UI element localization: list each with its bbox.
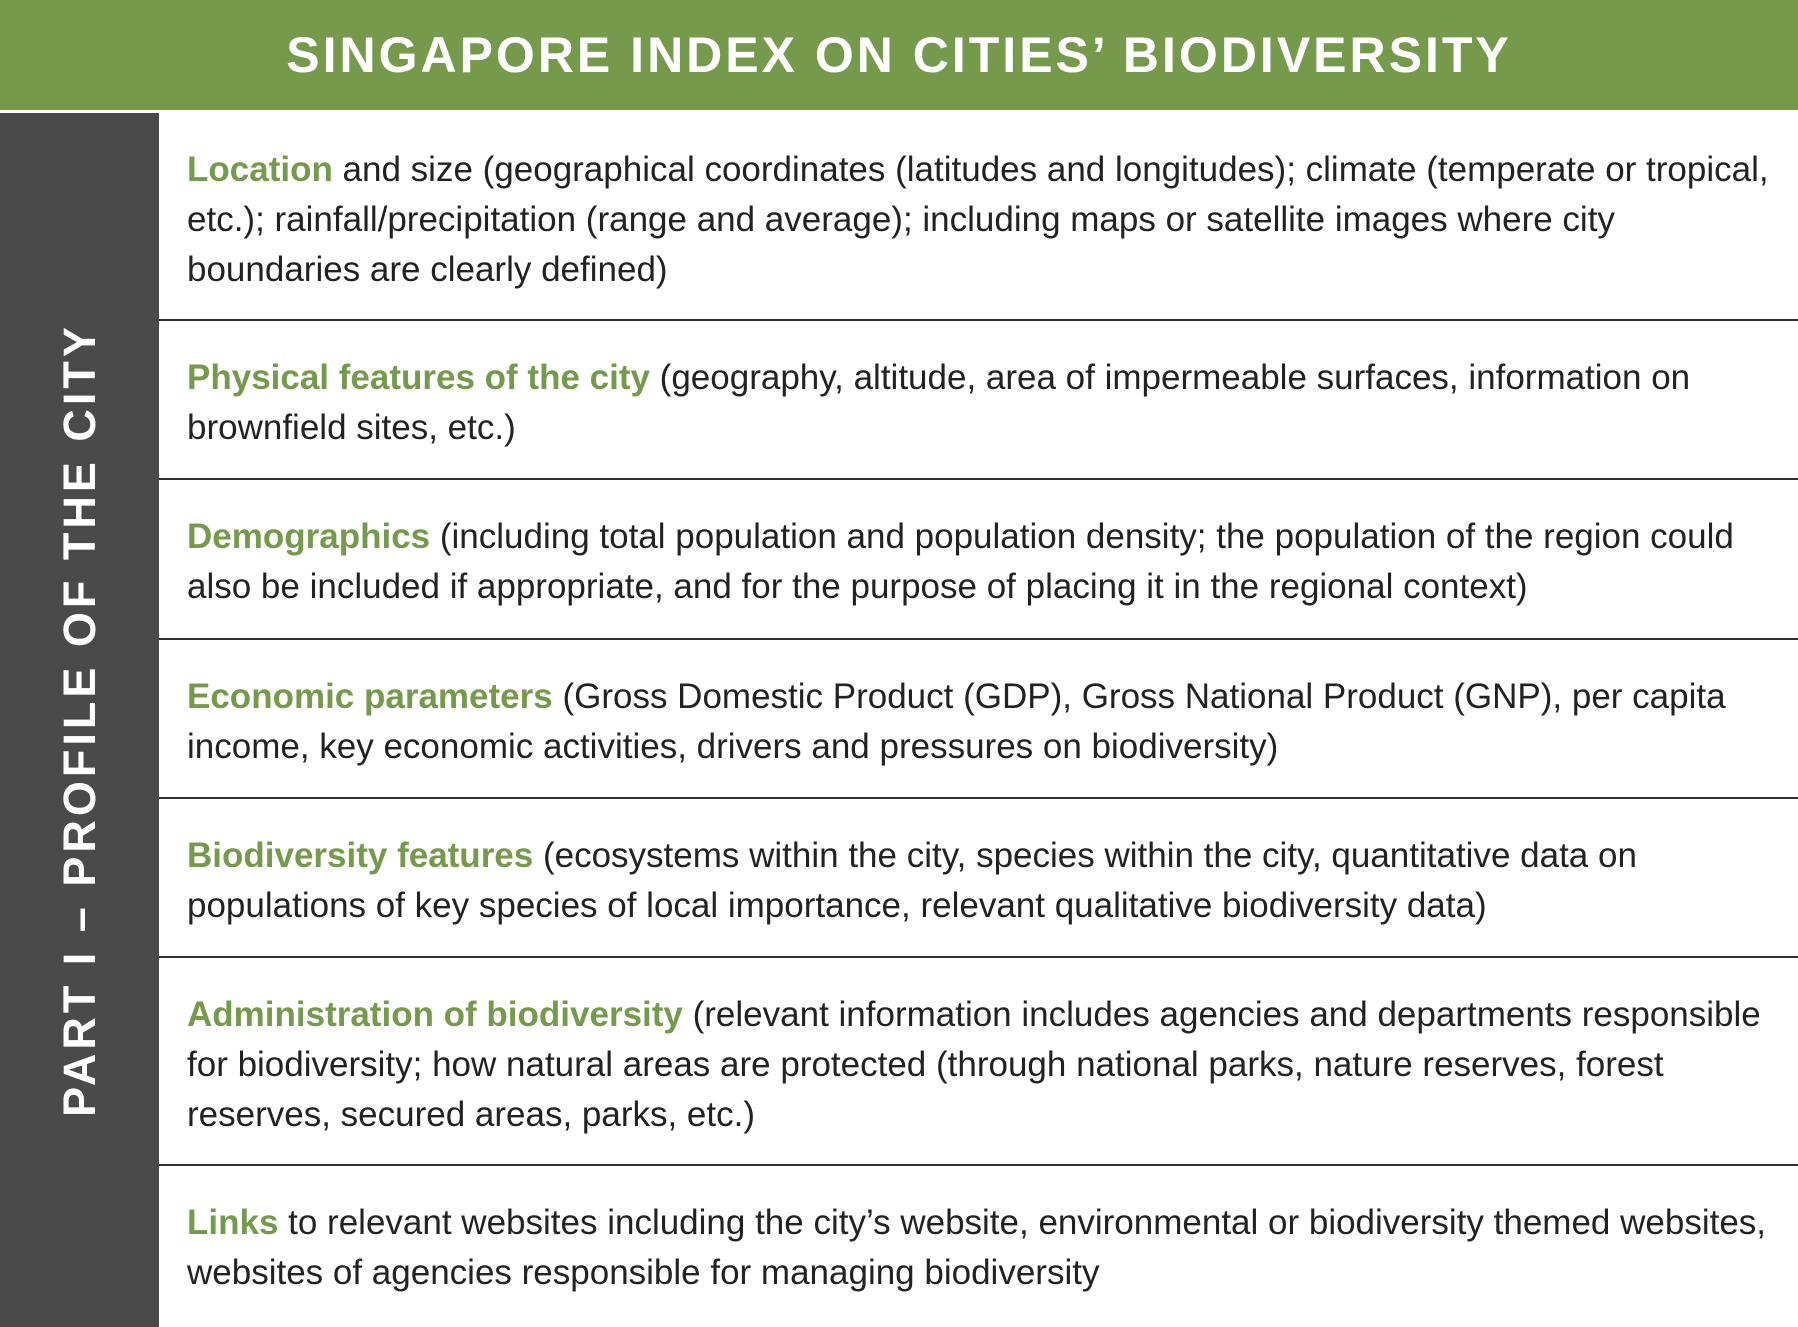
side-band: [0, 110, 159, 1327]
row-description: (geography, altitude, area of impermeable surfaces, information on brownfield sites, etc.): [187, 358, 1691, 447]
row-description: (including total population and population density; the population of the region could also be included if appropriate, and for the purpose of placing it in the regional context): [187, 517, 1734, 606]
row-term: Biodiversity features: [187, 836, 534, 875]
row-term: Economic parameters: [187, 677, 553, 716]
row-description: (ecosystems within the city, species within the city, quantitative data on populations of key species of local importance, relevant qualitative biodiversity data): [187, 836, 1637, 925]
table-row: [159, 113, 1798, 321]
row-text: [187, 990, 1788, 1140]
side-section-label: PART I – PROFILE OF THE CITY: [53, 323, 105, 1117]
row-description: (relevant information includes agencies and departments responsible for biodiversity; how natural areas are protected (through national parks, nature reserves, forest reserves, secured areas, parks, etc.): [187, 995, 1761, 1134]
row-text: [187, 512, 1788, 612]
row-description: to relevant websites including the city’s website, environmental or biodiversity themed websites, websites of agencies responsible for managing biodiversity: [187, 1203, 1767, 1292]
row-text: [187, 672, 1788, 772]
row-term: Location: [187, 150, 333, 189]
page-title: SINGAPORE INDEX ON CITIES’ BIODIVERSITY: [286, 27, 1512, 83]
table-row: [159, 480, 1798, 640]
row-text: [187, 353, 1788, 453]
row-text: [187, 1198, 1788, 1298]
row-text: [187, 145, 1788, 295]
row-term: Demographics: [187, 517, 431, 556]
table-row: [159, 799, 1798, 958]
profile-table: [159, 113, 1798, 1327]
row-description: (Gross Domestic Product (GDP), Gross National Product (GNP), per capita income, key economic activities, drivers and pressures on biodiversity): [187, 677, 1726, 766]
row-term: Links: [187, 1203, 279, 1242]
table-row: [159, 958, 1798, 1166]
row-term: Administration of biodiversity: [187, 995, 683, 1034]
row-description: and size (geographical coordinates (latitudes and longitudes); climate (temperate or tropical, etc.); rainfall/precipitation (range and average); including maps or satellite images where city boundaries are clearly defined): [187, 150, 1769, 289]
row-text: [187, 831, 1788, 931]
header-banner: [0, 0, 1798, 110]
row-term: Physical features of the city: [187, 358, 650, 397]
table-row: [159, 321, 1798, 480]
table-row: [159, 640, 1798, 799]
table-row: [159, 1166, 1798, 1327]
